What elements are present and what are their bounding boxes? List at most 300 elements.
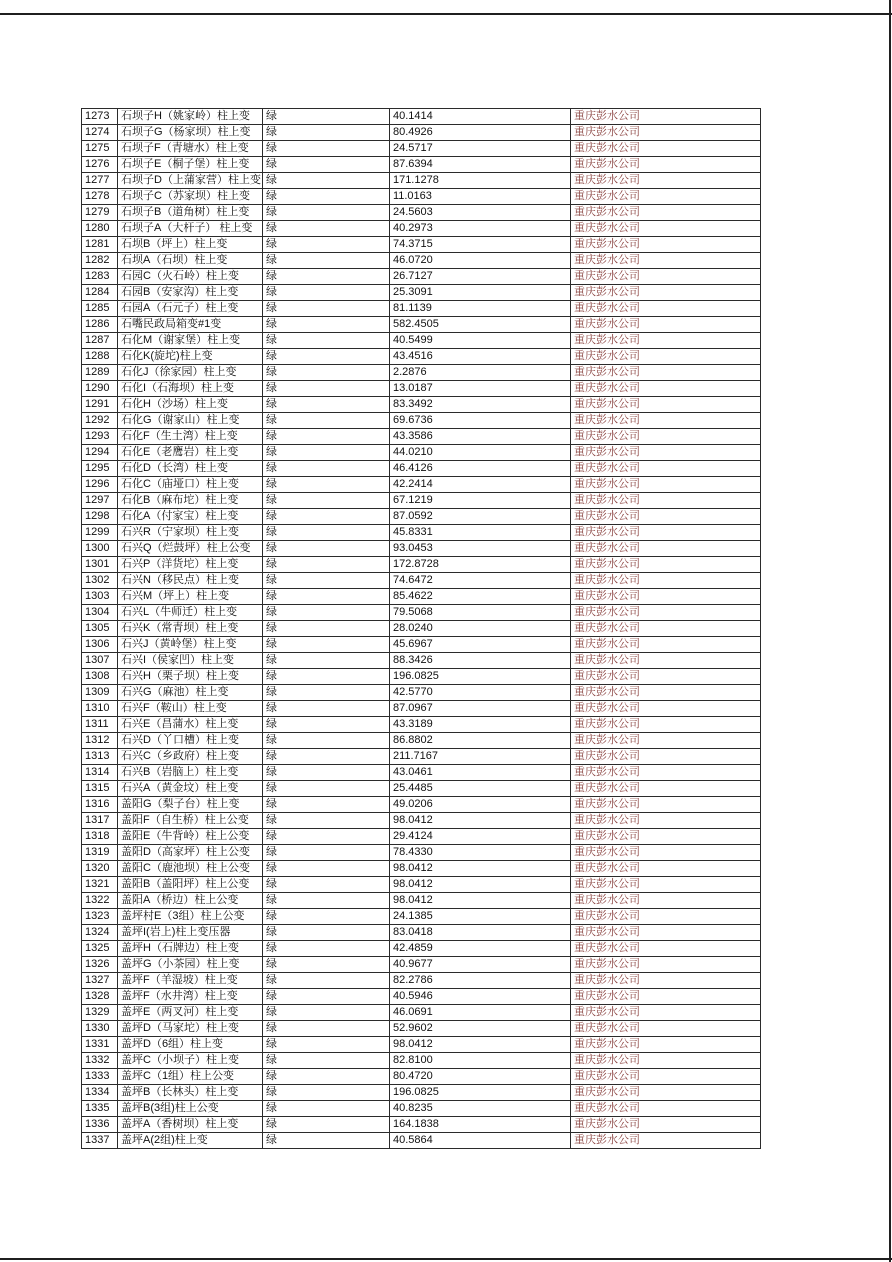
value-cell[interactable]: 67.1219 <box>389 493 570 509</box>
status-cell[interactable]: 绿 <box>262 653 389 669</box>
company-cell[interactable]: 重庆彭水公司 <box>570 765 760 781</box>
status-cell[interactable]: 绿 <box>262 445 389 461</box>
row-number-cell[interactable]: 1289 <box>82 365 118 381</box>
status-cell[interactable]: 绿 <box>262 749 389 765</box>
status-cell[interactable]: 绿 <box>262 557 389 573</box>
status-cell[interactable]: 绿 <box>262 285 389 301</box>
company-cell[interactable]: 重庆彭水公司 <box>570 893 760 909</box>
status-cell[interactable]: 绿 <box>262 909 389 925</box>
name-cell[interactable]: 盖坪I(岩上)柱上变压器 <box>118 925 263 941</box>
name-cell[interactable]: 石兴B（岩脑上）柱上变 <box>118 765 263 781</box>
value-cell[interactable]: 171.1278 <box>389 173 570 189</box>
value-cell[interactable]: 98.0412 <box>389 893 570 909</box>
company-cell[interactable]: 重庆彭水公司 <box>570 477 760 493</box>
status-cell[interactable]: 绿 <box>262 621 389 637</box>
name-cell[interactable]: 盖坪D（6组）柱上变 <box>118 1037 263 1053</box>
value-cell[interactable]: 83.3492 <box>389 397 570 413</box>
row-number-cell[interactable]: 1280 <box>82 221 118 237</box>
status-cell[interactable]: 绿 <box>262 109 389 125</box>
name-cell[interactable]: 石兴N（移民点）柱上变 <box>118 573 263 589</box>
value-cell[interactable]: 40.8235 <box>389 1101 570 1117</box>
row-number-cell[interactable]: 1301 <box>82 557 118 573</box>
name-cell[interactable]: 石园C（火石岭）柱上变 <box>118 269 263 285</box>
company-cell[interactable]: 重庆彭水公司 <box>570 445 760 461</box>
row-number-cell[interactable]: 1329 <box>82 1005 118 1021</box>
company-cell[interactable]: 重庆彭水公司 <box>570 989 760 1005</box>
company-cell[interactable]: 重庆彭水公司 <box>570 845 760 861</box>
status-cell[interactable]: 绿 <box>262 861 389 877</box>
company-cell[interactable]: 重庆彭水公司 <box>570 685 760 701</box>
company-cell[interactable]: 重庆彭水公司 <box>570 333 760 349</box>
value-cell[interactable]: 79.5068 <box>389 605 570 621</box>
name-cell[interactable]: 石坝B（坪上）柱上变 <box>118 237 263 253</box>
row-number-cell[interactable]: 1309 <box>82 685 118 701</box>
row-number-cell[interactable]: 1307 <box>82 653 118 669</box>
row-number-cell[interactable]: 1293 <box>82 429 118 445</box>
status-cell[interactable]: 绿 <box>262 845 389 861</box>
value-cell[interactable]: 40.5946 <box>389 989 570 1005</box>
name-cell[interactable]: 石兴E（昌蒲水）柱上变 <box>118 717 263 733</box>
name-cell[interactable]: 石化K(旋坨)柱上变 <box>118 349 263 365</box>
row-number-cell[interactable]: 1308 <box>82 669 118 685</box>
name-cell[interactable]: 石兴F（鞍山）柱上变 <box>118 701 263 717</box>
name-cell[interactable]: 盖坪村E（3组）柱上公变 <box>118 909 263 925</box>
company-cell[interactable]: 重庆彭水公司 <box>570 573 760 589</box>
company-cell[interactable]: 重庆彭水公司 <box>570 125 760 141</box>
value-cell[interactable]: 42.4859 <box>389 941 570 957</box>
row-number-cell[interactable]: 1275 <box>82 141 118 157</box>
name-cell[interactable]: 盖坪B（长林头）柱上变 <box>118 1085 263 1101</box>
company-cell[interactable]: 重庆彭水公司 <box>570 557 760 573</box>
row-number-cell[interactable]: 1313 <box>82 749 118 765</box>
company-cell[interactable]: 重庆彭水公司 <box>570 317 760 333</box>
name-cell[interactable]: 盖坪C（小坝子）柱上变 <box>118 1053 263 1069</box>
value-cell[interactable]: 40.2973 <box>389 221 570 237</box>
name-cell[interactable]: 石化F（生土湾）柱上变 <box>118 429 263 445</box>
value-cell[interactable]: 196.0825 <box>389 669 570 685</box>
status-cell[interactable]: 绿 <box>262 525 389 541</box>
company-cell[interactable]: 重庆彭水公司 <box>570 589 760 605</box>
row-number-cell[interactable]: 1287 <box>82 333 118 349</box>
company-cell[interactable]: 重庆彭水公司 <box>570 541 760 557</box>
row-number-cell[interactable]: 1328 <box>82 989 118 1005</box>
name-cell[interactable]: 石化M（谢家堡）柱上变 <box>118 333 263 349</box>
row-number-cell[interactable]: 1327 <box>82 973 118 989</box>
row-number-cell[interactable]: 1273 <box>82 109 118 125</box>
name-cell[interactable]: 盖阳F（自生桥）柱上公变 <box>118 813 263 829</box>
status-cell[interactable]: 绿 <box>262 669 389 685</box>
name-cell[interactable]: 石兴Q（烂鼓坪）柱上公变 <box>118 541 263 557</box>
company-cell[interactable]: 重庆彭水公司 <box>570 781 760 797</box>
value-cell[interactable]: 43.3189 <box>389 717 570 733</box>
row-number-cell[interactable]: 1298 <box>82 509 118 525</box>
status-cell[interactable]: 绿 <box>262 349 389 365</box>
status-cell[interactable]: 绿 <box>262 477 389 493</box>
company-cell[interactable]: 重庆彭水公司 <box>570 733 760 749</box>
name-cell[interactable]: 石兴A（黄金坟）柱上变 <box>118 781 263 797</box>
value-cell[interactable]: 98.0412 <box>389 1037 570 1053</box>
name-cell[interactable]: 石兴D（丫口槽）柱上变 <box>118 733 263 749</box>
value-cell[interactable]: 164.1838 <box>389 1117 570 1133</box>
row-number-cell[interactable]: 1302 <box>82 573 118 589</box>
value-cell[interactable]: 13.0187 <box>389 381 570 397</box>
status-cell[interactable]: 绿 <box>262 573 389 589</box>
company-cell[interactable]: 重庆彭水公司 <box>570 701 760 717</box>
value-cell[interactable]: 46.4126 <box>389 461 570 477</box>
name-cell[interactable]: 石坝子A（大杆子） 柱上变 <box>118 221 263 237</box>
row-number-cell[interactable]: 1337 <box>82 1133 118 1149</box>
name-cell[interactable]: 石兴M（坪上）柱上变 <box>118 589 263 605</box>
company-cell[interactable]: 重庆彭水公司 <box>570 861 760 877</box>
company-cell[interactable]: 重庆彭水公司 <box>570 285 760 301</box>
company-cell[interactable]: 重庆彭水公司 <box>570 1037 760 1053</box>
company-cell[interactable]: 重庆彭水公司 <box>570 877 760 893</box>
company-cell[interactable]: 重庆彭水公司 <box>570 509 760 525</box>
value-cell[interactable]: 83.0418 <box>389 925 570 941</box>
company-cell[interactable]: 重庆彭水公司 <box>570 957 760 973</box>
company-cell[interactable]: 重庆彭水公司 <box>570 925 760 941</box>
value-cell[interactable]: 24.5717 <box>389 141 570 157</box>
status-cell[interactable]: 绿 <box>262 1101 389 1117</box>
row-number-cell[interactable]: 1331 <box>82 1037 118 1053</box>
status-cell[interactable]: 绿 <box>262 413 389 429</box>
row-number-cell[interactable]: 1282 <box>82 253 118 269</box>
row-number-cell[interactable]: 1323 <box>82 909 118 925</box>
company-cell[interactable]: 重庆彭水公司 <box>570 653 760 669</box>
company-cell[interactable]: 重庆彭水公司 <box>570 221 760 237</box>
company-cell[interactable]: 重庆彭水公司 <box>570 1053 760 1069</box>
name-cell[interactable]: 石化G（谢家山）柱上变 <box>118 413 263 429</box>
name-cell[interactable]: 盖阳B（盖阳坪）柱上公变 <box>118 877 263 893</box>
company-cell[interactable]: 重庆彭水公司 <box>570 413 760 429</box>
value-cell[interactable]: 82.2786 <box>389 973 570 989</box>
value-cell[interactable]: 98.0412 <box>389 877 570 893</box>
status-cell[interactable]: 绿 <box>262 173 389 189</box>
name-cell[interactable]: 盖坪F（羊湿坡）柱上变 <box>118 973 263 989</box>
status-cell[interactable]: 绿 <box>262 797 389 813</box>
company-cell[interactable]: 重庆彭水公司 <box>570 1133 760 1149</box>
value-cell[interactable]: 69.6736 <box>389 413 570 429</box>
status-cell[interactable]: 绿 <box>262 813 389 829</box>
company-cell[interactable]: 重庆彭水公司 <box>570 909 760 925</box>
value-cell[interactable]: 82.8100 <box>389 1053 570 1069</box>
name-cell[interactable]: 石兴R（宁家坝）柱上变 <box>118 525 263 541</box>
value-cell[interactable]: 582.4505 <box>389 317 570 333</box>
company-cell[interactable]: 重庆彭水公司 <box>570 157 760 173</box>
status-cell[interactable]: 绿 <box>262 589 389 605</box>
row-number-cell[interactable]: 1322 <box>82 893 118 909</box>
row-number-cell[interactable]: 1310 <box>82 701 118 717</box>
status-cell[interactable]: 绿 <box>262 189 389 205</box>
status-cell[interactable]: 绿 <box>262 509 389 525</box>
value-cell[interactable]: 40.9677 <box>389 957 570 973</box>
value-cell[interactable]: 85.4622 <box>389 589 570 605</box>
value-cell[interactable]: 80.4926 <box>389 125 570 141</box>
row-number-cell[interactable]: 1315 <box>82 781 118 797</box>
row-number-cell[interactable]: 1279 <box>82 205 118 221</box>
company-cell[interactable]: 重庆彭水公司 <box>570 381 760 397</box>
company-cell[interactable]: 重庆彭水公司 <box>570 1021 760 1037</box>
name-cell[interactable]: 石兴K（常青坝）柱上变 <box>118 621 263 637</box>
row-number-cell[interactable]: 1300 <box>82 541 118 557</box>
status-cell[interactable]: 绿 <box>262 829 389 845</box>
company-cell[interactable]: 重庆彭水公司 <box>570 525 760 541</box>
company-cell[interactable]: 重庆彭水公司 <box>570 717 760 733</box>
name-cell[interactable]: 盖坪D（马家坨）柱上变 <box>118 1021 263 1037</box>
status-cell[interactable]: 绿 <box>262 925 389 941</box>
company-cell[interactable]: 重庆彭水公司 <box>570 269 760 285</box>
status-cell[interactable]: 绿 <box>262 205 389 221</box>
name-cell[interactable]: 石化A（付家宝）柱上变 <box>118 509 263 525</box>
row-number-cell[interactable]: 1311 <box>82 717 118 733</box>
company-cell[interactable]: 重庆彭水公司 <box>570 749 760 765</box>
value-cell[interactable]: 98.0412 <box>389 861 570 877</box>
value-cell[interactable]: 11.0163 <box>389 189 570 205</box>
name-cell[interactable]: 石兴H（栗子坝）柱上变 <box>118 669 263 685</box>
row-number-cell[interactable]: 1325 <box>82 941 118 957</box>
company-cell[interactable]: 重庆彭水公司 <box>570 189 760 205</box>
status-cell[interactable]: 绿 <box>262 701 389 717</box>
status-cell[interactable]: 绿 <box>262 429 389 445</box>
name-cell[interactable]: 盖坪H（石牌边）柱上变 <box>118 941 263 957</box>
name-cell[interactable]: 盖坪G（小茶园）柱上变 <box>118 957 263 973</box>
status-cell[interactable]: 绿 <box>262 493 389 509</box>
row-number-cell[interactable]: 1306 <box>82 637 118 653</box>
status-cell[interactable]: 绿 <box>262 237 389 253</box>
row-number-cell[interactable]: 1290 <box>82 381 118 397</box>
value-cell[interactable]: 45.6967 <box>389 637 570 653</box>
value-cell[interactable]: 93.0453 <box>389 541 570 557</box>
value-cell[interactable]: 24.1385 <box>389 909 570 925</box>
value-cell[interactable]: 49.0206 <box>389 797 570 813</box>
row-number-cell[interactable]: 1333 <box>82 1069 118 1085</box>
name-cell[interactable]: 盖坪A（香树坝）柱上变 <box>118 1117 263 1133</box>
name-cell[interactable]: 石坝子B（道角树）柱上变 <box>118 205 263 221</box>
name-cell[interactable]: 石兴J（黄岭堡）柱上变 <box>118 637 263 653</box>
row-number-cell[interactable]: 1336 <box>82 1117 118 1133</box>
row-number-cell[interactable]: 1285 <box>82 301 118 317</box>
row-number-cell[interactable]: 1320 <box>82 861 118 877</box>
company-cell[interactable]: 重庆彭水公司 <box>570 669 760 685</box>
value-cell[interactable]: 196.0825 <box>389 1085 570 1101</box>
status-cell[interactable]: 绿 <box>262 1005 389 1021</box>
name-cell[interactable]: 石坝子H（姚家岭）柱上变 <box>118 109 263 125</box>
status-cell[interactable]: 绿 <box>262 541 389 557</box>
company-cell[interactable]: 重庆彭水公司 <box>570 205 760 221</box>
row-number-cell[interactable]: 1303 <box>82 589 118 605</box>
name-cell[interactable]: 石坝子G（杨家坝）柱上变 <box>118 125 263 141</box>
status-cell[interactable]: 绿 <box>262 1053 389 1069</box>
company-cell[interactable]: 重庆彭水公司 <box>570 253 760 269</box>
row-number-cell[interactable]: 1296 <box>82 477 118 493</box>
name-cell[interactable]: 石坝A（石坝）柱上变 <box>118 253 263 269</box>
status-cell[interactable]: 绿 <box>262 717 389 733</box>
company-cell[interactable]: 重庆彭水公司 <box>570 605 760 621</box>
value-cell[interactable]: 87.0592 <box>389 509 570 525</box>
status-cell[interactable]: 绿 <box>262 605 389 621</box>
row-number-cell[interactable]: 1316 <box>82 797 118 813</box>
row-number-cell[interactable]: 1332 <box>82 1053 118 1069</box>
value-cell[interactable]: 25.4485 <box>389 781 570 797</box>
name-cell[interactable]: 石化C（庙垭口）柱上变 <box>118 477 263 493</box>
value-cell[interactable]: 40.5864 <box>389 1133 570 1149</box>
row-number-cell[interactable]: 1318 <box>82 829 118 845</box>
name-cell[interactable]: 石化D（长湾）柱上变 <box>118 461 263 477</box>
company-cell[interactable]: 重庆彭水公司 <box>570 813 760 829</box>
status-cell[interactable]: 绿 <box>262 733 389 749</box>
name-cell[interactable]: 盖坪C（1组）柱上公变 <box>118 1069 263 1085</box>
name-cell[interactable]: 盖坪E（两叉河）柱上变 <box>118 1005 263 1021</box>
name-cell[interactable]: 石兴I（侯家凹）柱上变 <box>118 653 263 669</box>
name-cell[interactable]: 石化B（麻布坨）柱上变 <box>118 493 263 509</box>
status-cell[interactable]: 绿 <box>262 973 389 989</box>
value-cell[interactable]: 42.2414 <box>389 477 570 493</box>
status-cell[interactable]: 绿 <box>262 141 389 157</box>
value-cell[interactable]: 78.4330 <box>389 845 570 861</box>
name-cell[interactable]: 石园A（石元子）柱上变 <box>118 301 263 317</box>
value-cell[interactable]: 28.0240 <box>389 621 570 637</box>
name-cell[interactable]: 盖阳D（高家坪）柱上公变 <box>118 845 263 861</box>
company-cell[interactable]: 重庆彭水公司 <box>570 301 760 317</box>
status-cell[interactable]: 绿 <box>262 221 389 237</box>
status-cell[interactable]: 绿 <box>262 269 389 285</box>
company-cell[interactable]: 重庆彭水公司 <box>570 1117 760 1133</box>
status-cell[interactable]: 绿 <box>262 781 389 797</box>
company-cell[interactable]: 重庆彭水公司 <box>570 141 760 157</box>
status-cell[interactable]: 绿 <box>262 1085 389 1101</box>
value-cell[interactable]: 87.0967 <box>389 701 570 717</box>
value-cell[interactable]: 29.4124 <box>389 829 570 845</box>
row-number-cell[interactable]: 1281 <box>82 237 118 253</box>
status-cell[interactable]: 绿 <box>262 941 389 957</box>
name-cell[interactable]: 盖阳E（牛背岭）柱上公变 <box>118 829 263 845</box>
row-number-cell[interactable]: 1321 <box>82 877 118 893</box>
status-cell[interactable]: 绿 <box>262 1021 389 1037</box>
value-cell[interactable]: 211.7167 <box>389 749 570 765</box>
name-cell[interactable]: 石化J（徐家园）柱上变 <box>118 365 263 381</box>
row-number-cell[interactable]: 1312 <box>82 733 118 749</box>
value-cell[interactable]: 87.6394 <box>389 157 570 173</box>
status-cell[interactable]: 绿 <box>262 253 389 269</box>
value-cell[interactable]: 74.3715 <box>389 237 570 253</box>
row-number-cell[interactable]: 1305 <box>82 621 118 637</box>
status-cell[interactable]: 绿 <box>262 397 389 413</box>
value-cell[interactable]: 172.8728 <box>389 557 570 573</box>
value-cell[interactable]: 74.6472 <box>389 573 570 589</box>
company-cell[interactable]: 重庆彭水公司 <box>570 797 760 813</box>
name-cell[interactable]: 石化I（石海坝）柱上变 <box>118 381 263 397</box>
row-number-cell[interactable]: 1291 <box>82 397 118 413</box>
value-cell[interactable]: 45.8331 <box>389 525 570 541</box>
value-cell[interactable]: 46.0691 <box>389 1005 570 1021</box>
row-number-cell[interactable]: 1299 <box>82 525 118 541</box>
name-cell[interactable]: 盖阳C（鹿池坝）柱上公变 <box>118 861 263 877</box>
company-cell[interactable]: 重庆彭水公司 <box>570 1085 760 1101</box>
company-cell[interactable]: 重庆彭水公司 <box>570 461 760 477</box>
status-cell[interactable]: 绿 <box>262 381 389 397</box>
name-cell[interactable]: 盖坪A(2组)柱上变 <box>118 1133 263 1149</box>
row-number-cell[interactable]: 1326 <box>82 957 118 973</box>
name-cell[interactable]: 盖阳A（桥边）柱上公变 <box>118 893 263 909</box>
row-number-cell[interactable]: 1278 <box>82 189 118 205</box>
status-cell[interactable]: 绿 <box>262 333 389 349</box>
value-cell[interactable]: 46.0720 <box>389 253 570 269</box>
row-number-cell[interactable]: 1277 <box>82 173 118 189</box>
row-number-cell[interactable]: 1295 <box>82 461 118 477</box>
company-cell[interactable]: 重庆彭水公司 <box>570 237 760 253</box>
company-cell[interactable]: 重庆彭水公司 <box>570 349 760 365</box>
name-cell[interactable]: 石化H（沙场）柱上变 <box>118 397 263 413</box>
company-cell[interactable]: 重庆彭水公司 <box>570 397 760 413</box>
status-cell[interactable]: 绿 <box>262 989 389 1005</box>
value-cell[interactable]: 2.2876 <box>389 365 570 381</box>
status-cell[interactable]: 绿 <box>262 637 389 653</box>
company-cell[interactable]: 重庆彭水公司 <box>570 493 760 509</box>
status-cell[interactable]: 绿 <box>262 301 389 317</box>
name-cell[interactable]: 盖坪B(3组)柱上公变 <box>118 1101 263 1117</box>
row-number-cell[interactable]: 1283 <box>82 269 118 285</box>
row-number-cell[interactable]: 1330 <box>82 1021 118 1037</box>
status-cell[interactable]: 绿 <box>262 957 389 973</box>
company-cell[interactable]: 重庆彭水公司 <box>570 173 760 189</box>
value-cell[interactable]: 26.7127 <box>389 269 570 285</box>
row-number-cell[interactable]: 1324 <box>82 925 118 941</box>
status-cell[interactable]: 绿 <box>262 365 389 381</box>
value-cell[interactable]: 43.0461 <box>389 765 570 781</box>
status-cell[interactable]: 绿 <box>262 877 389 893</box>
name-cell[interactable]: 石兴L（牛师迁）柱上变 <box>118 605 263 621</box>
name-cell[interactable]: 石园B（安家沟）柱上变 <box>118 285 263 301</box>
row-number-cell[interactable]: 1319 <box>82 845 118 861</box>
value-cell[interactable]: 43.3586 <box>389 429 570 445</box>
row-number-cell[interactable]: 1317 <box>82 813 118 829</box>
row-number-cell[interactable]: 1304 <box>82 605 118 621</box>
value-cell[interactable]: 98.0412 <box>389 813 570 829</box>
company-cell[interactable]: 重庆彭水公司 <box>570 1005 760 1021</box>
status-cell[interactable]: 绿 <box>262 1133 389 1149</box>
status-cell[interactable]: 绿 <box>262 1069 389 1085</box>
status-cell[interactable]: 绿 <box>262 1117 389 1133</box>
status-cell[interactable]: 绿 <box>262 157 389 173</box>
company-cell[interactable]: 重庆彭水公司 <box>570 973 760 989</box>
company-cell[interactable]: 重庆彭水公司 <box>570 1101 760 1117</box>
row-number-cell[interactable]: 1276 <box>82 157 118 173</box>
value-cell[interactable]: 40.1414 <box>389 109 570 125</box>
value-cell[interactable]: 81.1139 <box>389 301 570 317</box>
status-cell[interactable]: 绿 <box>262 461 389 477</box>
value-cell[interactable]: 80.4720 <box>389 1069 570 1085</box>
status-cell[interactable]: 绿 <box>262 317 389 333</box>
name-cell[interactable]: 石化E（老鹰岩）柱上变 <box>118 445 263 461</box>
value-cell[interactable]: 86.8802 <box>389 733 570 749</box>
value-cell[interactable]: 40.5499 <box>389 333 570 349</box>
company-cell[interactable]: 重庆彭水公司 <box>570 1069 760 1085</box>
row-number-cell[interactable]: 1292 <box>82 413 118 429</box>
value-cell[interactable]: 43.4516 <box>389 349 570 365</box>
row-number-cell[interactable]: 1314 <box>82 765 118 781</box>
row-number-cell[interactable]: 1297 <box>82 493 118 509</box>
value-cell[interactable]: 52.9602 <box>389 1021 570 1037</box>
value-cell[interactable]: 88.3426 <box>389 653 570 669</box>
company-cell[interactable]: 重庆彭水公司 <box>570 621 760 637</box>
company-cell[interactable]: 重庆彭水公司 <box>570 637 760 653</box>
status-cell[interactable]: 绿 <box>262 1037 389 1053</box>
name-cell[interactable]: 石嘴民政局箱变#1变 <box>118 317 263 333</box>
value-cell[interactable]: 25.3091 <box>389 285 570 301</box>
name-cell[interactable]: 石兴C（乡政府）柱上变 <box>118 749 263 765</box>
name-cell[interactable]: 石兴G（麻池）柱上变 <box>118 685 263 701</box>
name-cell[interactable]: 石坝子C（苏家坝）柱上变 <box>118 189 263 205</box>
